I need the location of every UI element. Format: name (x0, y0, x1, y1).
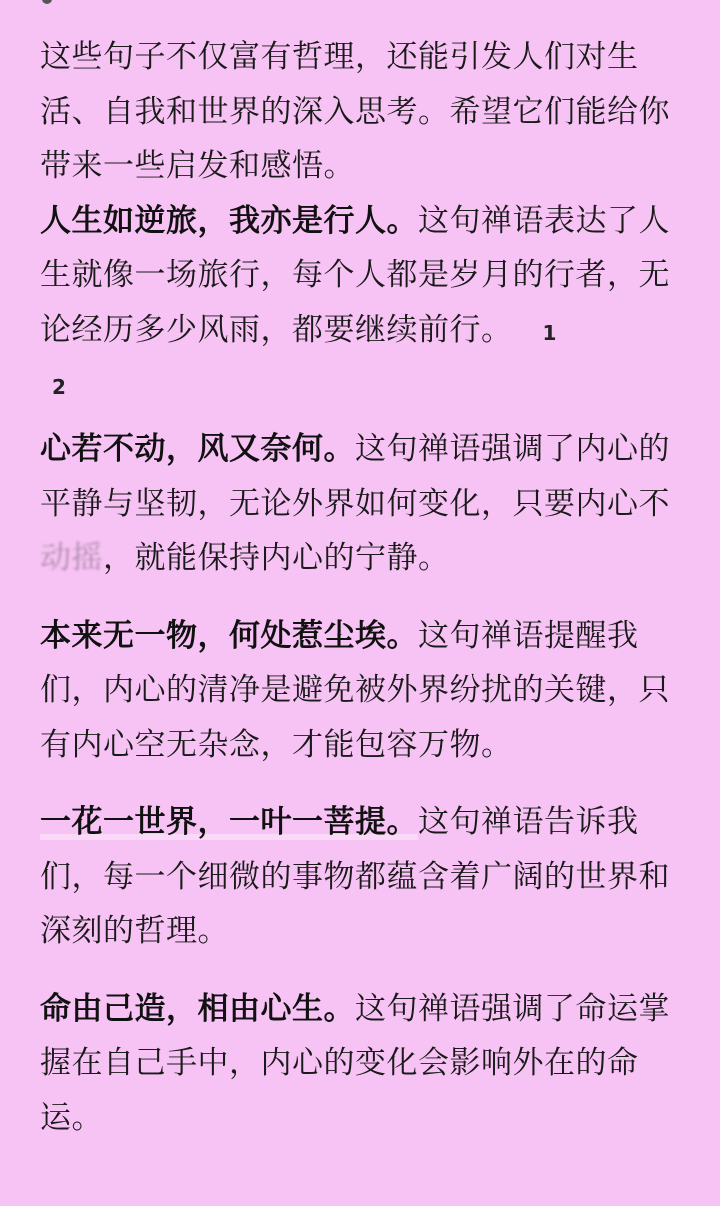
quote-body-2a: 这句禅语强调了内心的平静与坚韧，无论外界如何变化，只要内心不 (40, 431, 670, 522)
quote-title-4: 一花一世界，一叶一菩提。 (40, 804, 418, 840)
quote-title-3: 本来无一物，何处惹尘埃。 (40, 617, 418, 654)
quote-title-2: 心若不动，风又奈何。 (40, 431, 355, 467)
quote-body-3: 这句禅语提醒我们，内心的清净是避免被外界纷扰的关键，只有内心空无杂念，才能包容万物。 (40, 617, 670, 763)
quote-body-2-obscured: 动摇 (40, 540, 103, 576)
quote-body-5: 这句禅语强调了命运掌握在自己手中，内心的变化会影响外在的命运。 (40, 990, 670, 1136)
reference-marker-1[interactable]: 1 (542, 320, 557, 345)
quote-body-4: 这句禅语告诉我们，每一个细微的事物都蕴含着广阔的世界和深刻的哲理。 (40, 804, 670, 949)
intro-paragraph (40, 30, 676, 194)
top-dot-decoration (42, 0, 52, 4)
quote-body-1: 这句禅语表达了人生就像一场旅行，每个人都是岁月的行者，无论经历多少风雨，都要继续前行。 (40, 202, 670, 348)
quote-title-5: 命由己造，相由心生。 (40, 990, 355, 1027)
intro-text: 这些句子不仅富有哲理，还能引发人们对生活、自我和世界的深入思考。希望它们能给你带来一些启发和感悟。 (40, 39, 670, 184)
quote-body-2b: ，就能保持内心的宁静。 (103, 540, 450, 576)
quote-paragraph-2 (40, 422, 676, 586)
quote-paragraph-5 (40, 982, 676, 1146)
quote-paragraph-4 (40, 795, 676, 959)
quote-paragraph-1 (40, 194, 676, 415)
quote-title-1: 人生如逆旅，我亦是行人。 (40, 202, 418, 239)
quote-paragraph-3 (40, 609, 676, 773)
reference-marker-2[interactable]: 2 (52, 375, 67, 399)
